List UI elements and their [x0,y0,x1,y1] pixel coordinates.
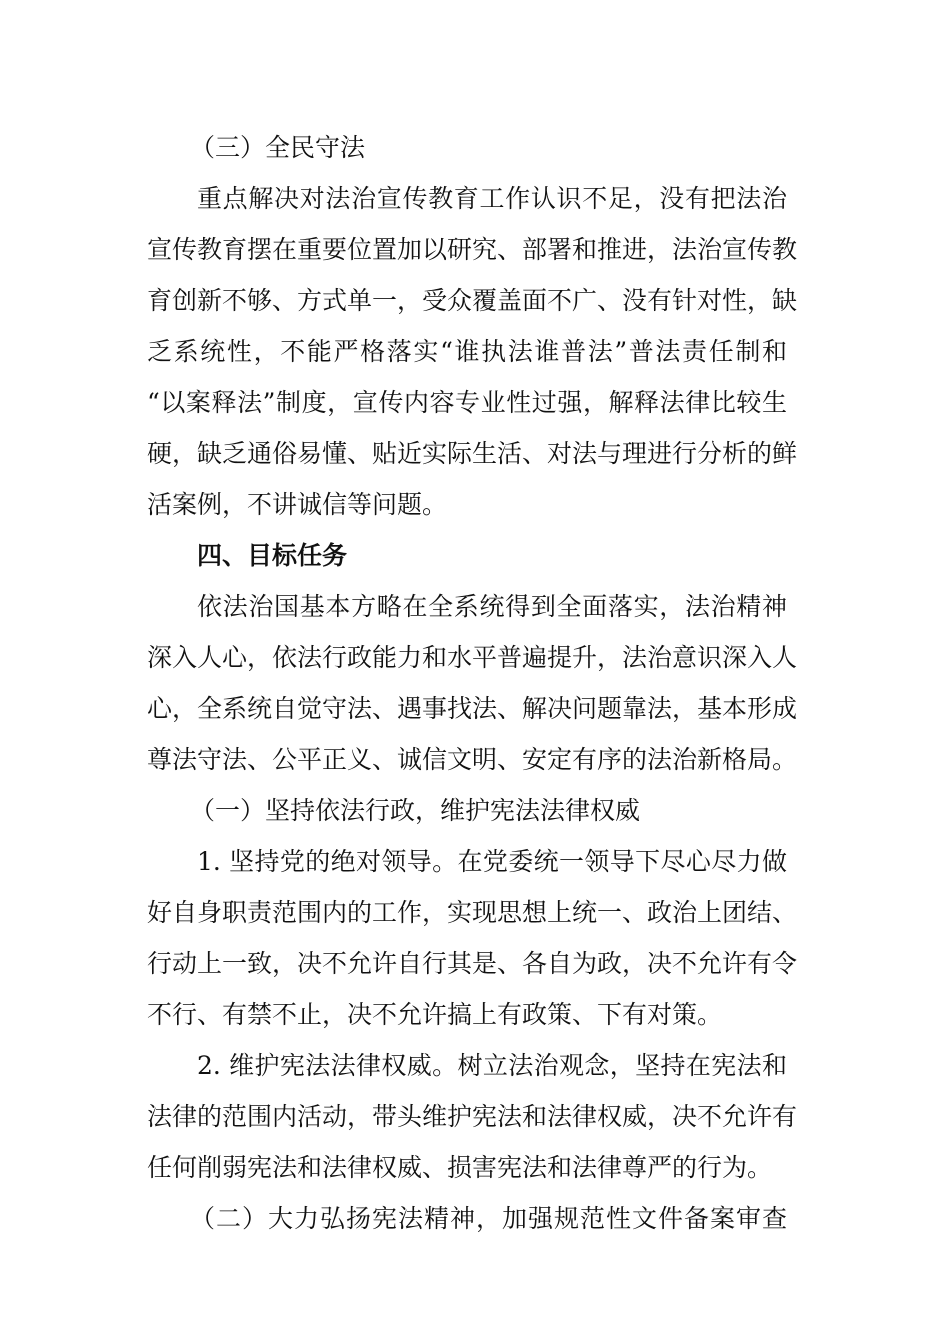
paragraph-line: 2. 维护宪法法律权威。树立法治观念，坚持在宪法和 [197,1051,787,1080]
paragraph-line: 任何削弱宪法和法律权威、损害宪法和法律尊严的行为。 [147,1153,773,1182]
section-heading-2: （二）大力弘扬宪法精神，加强规范性文件备案审查 [190,1204,787,1233]
paragraph-line: 心，全系统自觉守法、遇事找法、解决问题靠法，基本形成 [147,694,798,723]
paragraph-line: 乏系统性，不能严格落实“谁执法谁普法”普法责任制和 [147,337,787,366]
paragraph-line: 宣传教育摆在重要位置加以研究、部署和推进，法治宣传教 [147,235,798,264]
paragraph-line: 育创新不够、方式单一，受众覆盖面不广、没有针对性，缺 [147,286,798,315]
paragraph-line: 尊法守法、公平正义、诚信文明、安定有序的法治新格局。 [147,745,798,774]
paragraph-line: 硬，缺乏通俗易懂、贴近实际生活、对法与理进行分析的鲜 [147,439,798,468]
paragraph-line: 依法治国基本方略在全系统得到全面落实，法治精神 [197,592,787,621]
section-heading-3: （三）全民守法 [190,133,366,162]
paragraph-line: “以案释法”制度，宣传内容专业性过强，解释法律比较生 [147,388,787,417]
paragraph-line: 重点解决对法治宣传教育工作认识不足，没有把法治 [197,184,787,213]
paragraph-line: 深入人心，依法行政能力和水平普遍提升，法治意识深入人 [147,643,798,672]
chapter-heading: 四、目标任务 [197,541,348,570]
paragraph-line: 1. 坚持党的绝对领导。在党委统一领导下尽心尽力做 [197,847,787,876]
paragraph-line: 行动上一致，决不允许自行其是、各自为政，决不允许有令 [147,949,798,978]
paragraph-line: 活案例，不讲诚信等问题。 [147,490,448,519]
paragraph-line: 不行、有禁不止，决不允许搞上有政策、下有对策。 [147,1000,723,1029]
paragraph-line: 法律的范围内活动，带头维护宪法和法律权威，决不允许有 [147,1102,798,1131]
section-heading-1: （一）坚持依法行政，维护宪法法律权威 [190,796,641,825]
paragraph-line: 好自身职责范围内的工作，实现思想上统一、政治上团结、 [147,898,798,927]
